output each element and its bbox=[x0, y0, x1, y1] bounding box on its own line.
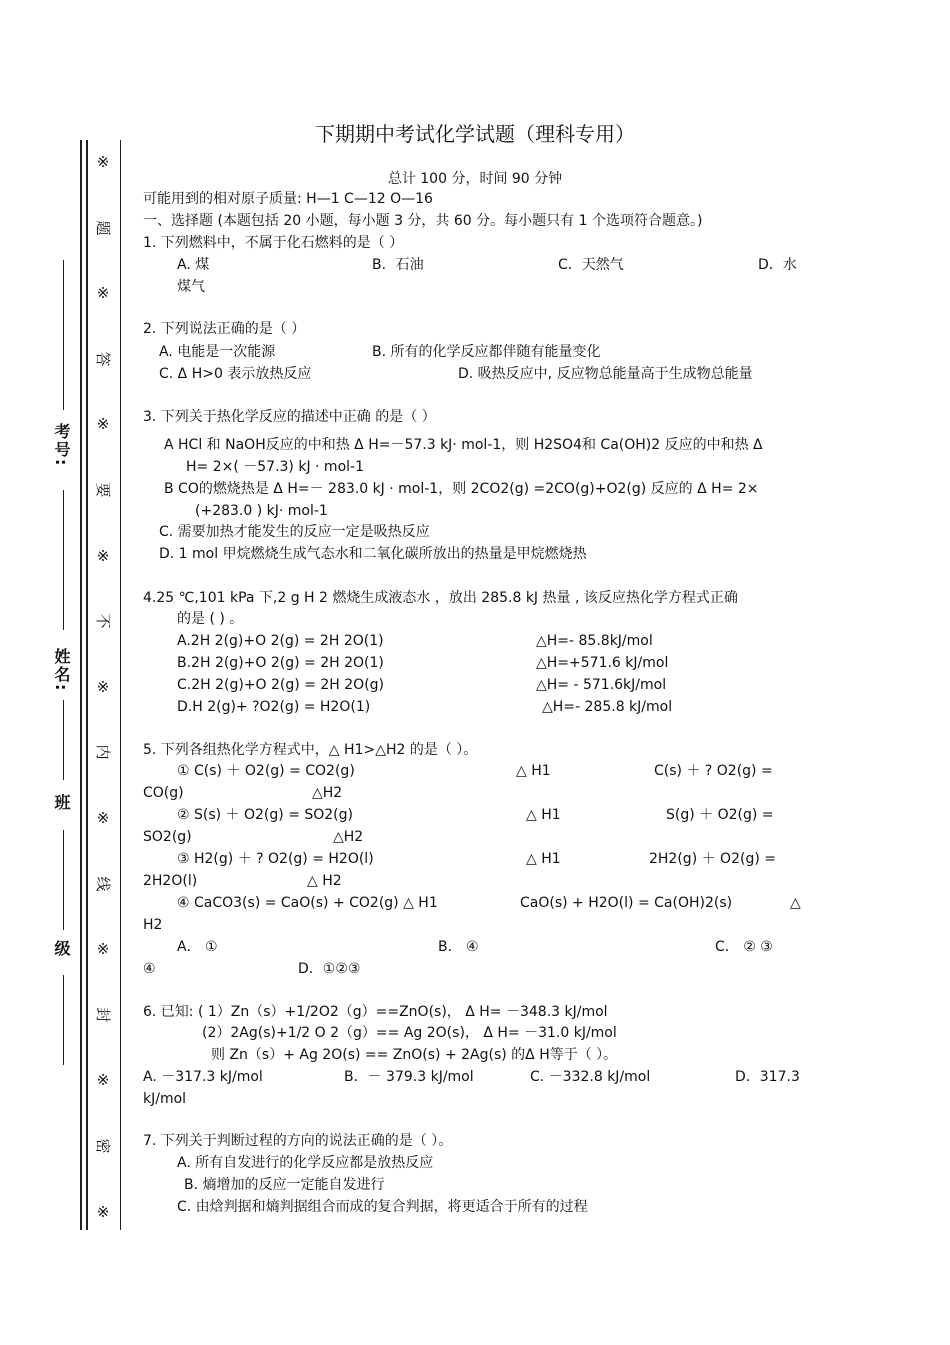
grade-label: 级 bbox=[52, 940, 71, 958]
margin-char: 答 bbox=[94, 351, 112, 367]
class-underline bbox=[63, 700, 64, 780]
margin-asterism-mark: ※ bbox=[96, 940, 110, 959]
q5-pair3-h2: △ H2 bbox=[307, 873, 342, 889]
q5-option-b: B． ④ bbox=[438, 939, 479, 955]
margin-line-right bbox=[120, 140, 121, 1230]
q5-pair3-eq2: 2H2(g) ＋ O2(g) = bbox=[649, 851, 776, 867]
q5-option-c: C． ② ③ bbox=[715, 939, 773, 955]
grade-underline-2 bbox=[63, 975, 64, 1065]
q6-option-a: A. －317.3 kJ/mol bbox=[143, 1069, 263, 1085]
q4-option-b: B.2H 2(g)+O 2(g) = 2H 2O(1) bbox=[177, 655, 384, 671]
q1-option-a: A. 煤 bbox=[177, 257, 210, 273]
q2-option-a: A. 电能是一次能源 bbox=[159, 344, 276, 360]
q4-option-d-dh: △H=- 285.8 kJ/mol bbox=[542, 699, 673, 715]
student-id-label: 考号: bbox=[52, 423, 71, 468]
q5-pair1-eq2: C(s) ＋ ? O2(g) = bbox=[654, 763, 773, 779]
exam-subtitle: 总计 100 分，时间 90 分钟 bbox=[387, 171, 563, 187]
margin-char: 题 bbox=[94, 220, 112, 236]
margin-char: 封 bbox=[94, 1007, 112, 1023]
q3-option-c: C. 需要加热才能发生的反应一定是吸热反应 bbox=[159, 524, 430, 540]
q5-pair4-eq1: ④ CaCO3(s) = CaO(s) + CO2(g) △ H1 bbox=[177, 895, 438, 911]
q5-pair2-eq2-cont: SO2(g) bbox=[143, 829, 192, 845]
q5-option-a: A． ① bbox=[177, 939, 218, 955]
q6-option-b: B．－ 379.3 kJ/mol bbox=[344, 1069, 474, 1085]
q5-option-c-cont: ④ bbox=[143, 961, 156, 977]
q5-pair2-eq2: S(g) ＋ O2(g) = bbox=[666, 807, 774, 823]
q5-pair3-eq1: ③ H2(g) ＋ ? O2(g) = H2O(l) bbox=[177, 851, 374, 867]
q5-pair4-h2: H2 bbox=[143, 917, 163, 933]
margin-line-outer bbox=[80, 140, 82, 1230]
section-heading: 一、选择题 (本题包括 20 小题，每小题 3 分，共 60 分。每小题只有 1 个选项符合题意。) bbox=[143, 213, 703, 229]
q1-option-b: B．石油 bbox=[372, 257, 424, 273]
q5-pair1-eq1: ① C(s) ＋ O2(g) = CO2(g) bbox=[177, 763, 355, 779]
q5-pair1-h2: △H2 bbox=[312, 785, 343, 801]
q5-option-d: D．①②③ bbox=[298, 961, 361, 977]
q3-option-a-cont: H= 2×( －57.3) kJ · mol-1 bbox=[186, 459, 364, 475]
q3-option-b: B CO的燃烧热是 Δ H=－ 283.0 kJ · mol-1，则 2CO2(g) =2CO(g)+O2(g) 反应的 Δ H= 2× bbox=[164, 481, 759, 497]
student-id-underline bbox=[63, 260, 64, 410]
q2-option-d: D. 吸热反应中, 反应物总能量高于生成物总能量 bbox=[458, 366, 753, 382]
q7-stem: 7. 下列关于判断过程的方向的说法正确的是（ ）。 bbox=[143, 1133, 453, 1149]
q5-pair1-h1: △ H1 bbox=[516, 763, 551, 779]
margin-char: 线 bbox=[94, 876, 112, 892]
q6-line1: 6. 已知: ( 1）Zn（s）+1/2O2（g）==ZnO(s)， Δ H= －348.3 kJ/mol bbox=[143, 1004, 608, 1020]
grade-underline bbox=[63, 830, 64, 930]
q4-stem: 4.25 ℃,101 kPa 下,2 g H 2 燃烧生成液态水 ，放出 285.8 kJ 热量 , 该反应热化学方程式正确 bbox=[143, 590, 738, 606]
q2-option-b: B. 所有的化学反应都伴随有能量变化 bbox=[372, 344, 601, 360]
q7-option-a: A. 所有自发进行的化学反应都是放热反应 bbox=[177, 1155, 434, 1171]
margin-asterism-mark: ※ bbox=[96, 153, 110, 171]
name-underline bbox=[63, 490, 64, 630]
margin-char: 内 bbox=[94, 744, 112, 760]
margin-asterism-mark: ※ bbox=[96, 1202, 110, 1221]
q5-pair4-eq2: CaO(s) + H2O(l) = Ca(OH)2(s) bbox=[520, 895, 733, 911]
q5-pair2-h2: △H2 bbox=[333, 829, 364, 845]
q3-stem: 3. 下列关于热化学反应的描述中正确 的是（ ） bbox=[143, 409, 436, 425]
margin-asterism-mark: ※ bbox=[96, 677, 110, 696]
q6-option-c: C. －332.8 kJ/mol bbox=[530, 1069, 651, 1085]
exam-title: 下期期中考试化学试题（理科专用） bbox=[315, 122, 635, 146]
class-label: 班 bbox=[52, 794, 71, 812]
q5-stem: 5. 下列各组热化学方程式中，△ H1>△H2 的是（ ）。 bbox=[143, 742, 478, 758]
q4-option-b-dh: △H=+571.6 kJ/mol bbox=[536, 655, 669, 671]
margin-line-inner bbox=[86, 140, 88, 1230]
q2-stem: 2. 下列说法正确的是（ ） bbox=[143, 321, 306, 337]
q5-pair2-eq1: ② S(s) ＋ O2(g) = SO2(g) bbox=[177, 807, 353, 823]
q7-option-b: B. 熵增加的反应一定能自发进行 bbox=[184, 1177, 385, 1193]
margin-asterism-mark: ※ bbox=[96, 809, 110, 827]
q5-pair2-h1: △ H1 bbox=[526, 807, 561, 823]
q3-option-a: A HCl 和 NaOH反应的中和热 Δ H=－57.3 kJ· mol-1，则 H2SO4和 Ca(OH)2 反应的中和热 Δ bbox=[164, 437, 763, 453]
margin-asterism-mark: ※ bbox=[96, 546, 110, 565]
margin-char: 密 bbox=[94, 1138, 112, 1154]
q4-option-d: D.H 2(g)+ ?O2(g) = H2O(1) bbox=[177, 699, 371, 715]
q5-pair1-eq2-cont: CO(g) bbox=[143, 785, 184, 801]
q4-option-c-dh: △H= - 571.6kJ/mol bbox=[536, 677, 667, 693]
margin-asterism-mark: ※ bbox=[96, 1071, 110, 1090]
q4-stem-cont: 的是 ( ) 。 bbox=[177, 611, 244, 627]
q2-option-c: C. Δ H>0 表示放热反应 bbox=[159, 366, 312, 382]
q6-line3: 则 Zn（s）+ Ag 2O(s) == ZnO(s) + 2Ag(s) 的Δ H等于（ ）。 bbox=[211, 1047, 618, 1063]
margin-asterism-mark: ※ bbox=[96, 415, 110, 434]
q3-option-d: D. 1 mol 甲烷燃烧生成气态水和二氧化碳所放出的热量是甲烷燃烧热 bbox=[159, 546, 587, 562]
q6-option-d-cont: kJ/mol bbox=[143, 1091, 187, 1107]
name-label: 姓名: bbox=[52, 648, 71, 693]
q5-pair3-eq2-cont: 2H2O(l) bbox=[143, 873, 198, 889]
q1-option-d-cont: 煤气 bbox=[177, 279, 205, 295]
margin-char: 要 bbox=[94, 482, 112, 498]
q1-stem: 1. 下列燃料中，不属于化石燃料的是（ ） bbox=[143, 235, 404, 251]
q6-option-d: D．317.3 bbox=[735, 1069, 800, 1085]
q4-option-a-dh: △H=- 85.8kJ/mol bbox=[536, 633, 653, 649]
q1-option-d: D．水 bbox=[758, 257, 797, 273]
q6-line2: (2）2Ag(s)+1/2 O 2（g）== Ag 2O(s)， Δ H= －31.0 kJ/mol bbox=[202, 1025, 617, 1041]
margin-char: 不 bbox=[94, 613, 112, 629]
atomic-masses: 可能用到的相对原子质量: H—1 C—12 O—16 bbox=[143, 191, 433, 207]
q4-option-a: A.2H 2(g)+O 2(g) = 2H 2O(1) bbox=[177, 633, 384, 649]
q7-option-c: C. 由焓判据和熵判据组合而成的复合判据，将更适合于所有的过程 bbox=[177, 1199, 588, 1215]
q4-option-c: C.2H 2(g)+O 2(g) = 2H 2O(g) bbox=[177, 677, 384, 693]
q3-option-b-cont: (+283.0 ) kJ· mol-1 bbox=[195, 503, 328, 519]
q5-pair3-h1: △ H1 bbox=[526, 851, 561, 867]
q5-pair4-delta: △ bbox=[790, 895, 801, 911]
q1-option-c: C．天然气 bbox=[558, 257, 624, 273]
margin-asterism-mark: ※ bbox=[96, 284, 110, 303]
